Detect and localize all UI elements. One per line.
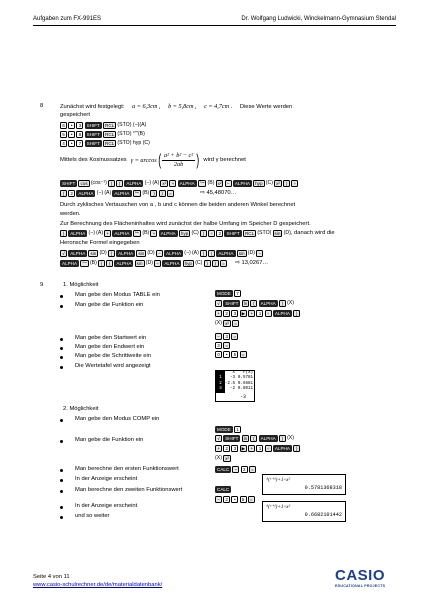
- key-4: 4: [60, 140, 67, 147]
- key-x: x²: [225, 321, 229, 326]
- keys-start: [215, 333, 238, 340]
- key-sin: sin: [138, 251, 145, 256]
- bullet: [60, 469, 63, 472]
- result-area: ⇨ 13,0267…: [235, 260, 269, 266]
- table-cell: -3: [229, 376, 235, 381]
- key-symbol: =: [220, 260, 227, 267]
- store-target: (STO) hyp (C): [117, 140, 150, 147]
- key-alpha: ALPHA: [179, 181, 195, 186]
- key-ln: ln: [243, 436, 248, 441]
- key-2: 2: [223, 496, 230, 503]
- table-cell: 0.6681: [237, 381, 253, 386]
- exercise-number-9: 9: [40, 282, 44, 288]
- key-calc: CALC: [217, 467, 230, 472]
- key-1: 1: [256, 445, 263, 452]
- keys-function2-1: [215, 435, 294, 442]
- table-current-value: -3: [240, 394, 247, 400]
- key-symbol: −: [215, 333, 222, 340]
- key-symbol: −: [215, 496, 222, 503]
- paren-open: (: [157, 151, 161, 169]
- casio-logo: [335, 566, 385, 588]
- key-label-a: (A): [191, 250, 199, 257]
- key-alpha: ALPHA: [260, 436, 276, 441]
- key-symbol: ): [159, 190, 166, 197]
- key-label-symbol: (−): [184, 250, 191, 257]
- key-ln: ln: [243, 301, 248, 306]
- key-label-c: (C): [195, 260, 203, 267]
- key-label-d: (D): [283, 230, 291, 237]
- key-5: 5: [240, 496, 247, 503]
- key-label-cos: (cos⁻¹): [90, 180, 107, 187]
- key-symbol: +: [215, 445, 222, 452]
- keys-end: [215, 342, 230, 349]
- key-7: 7: [76, 140, 83, 147]
- value-b: b = 5,8cm ,: [168, 103, 197, 110]
- key-symbol: ): [279, 435, 286, 442]
- calculator-display-2: [262, 501, 346, 522]
- key-3: 3: [231, 310, 238, 317]
- key-symbol: =: [240, 351, 247, 358]
- keystroke-row-1: [60, 180, 298, 187]
- key-symbol: =: [167, 190, 174, 197]
- key-alpha: ALPHA: [116, 261, 132, 266]
- casio-logo-subtitle: EDUCATIONAL PROJECTS: [335, 583, 386, 588]
- key-alpha: ALPHA: [70, 251, 86, 256]
- key-sin: sin: [274, 231, 281, 237]
- store-target: (STO) °'''(B): [117, 131, 145, 138]
- casio-logo-text: CASIO: [335, 567, 386, 584]
- key-rcl: RCL: [105, 132, 115, 137]
- cos-denominator: 2ab: [173, 161, 184, 169]
- key-symbol: (: [108, 250, 115, 257]
- key-1: 1: [256, 310, 263, 317]
- key-x: x²: [276, 181, 280, 186]
- key-alpha: ALPHA: [260, 301, 276, 306]
- header-right-author: Dr. Wolfgang Ludwicki, Winckelmann-Gymnasium Stendal: [241, 16, 396, 22]
- key-7: 7: [234, 290, 241, 297]
- bullet: [60, 440, 63, 443]
- display-expression: ᴬ(ˣ⁺²)+1÷x²: [266, 504, 291, 510]
- key-label-c: (C): [191, 230, 199, 237]
- key-hyp: hyp: [255, 181, 263, 186]
- key-symbol: ÷: [291, 180, 298, 187]
- key-x: x²: [225, 456, 229, 461]
- key-sin: sin: [238, 251, 245, 256]
- bullet: [60, 516, 63, 519]
- key-3: 3: [223, 333, 230, 340]
- key-symbol: =: [248, 496, 255, 503]
- key-shift: SHIFT: [225, 301, 239, 306]
- table-cell: 0.8011: [237, 387, 253, 392]
- key-symbol: •: [68, 140, 75, 147]
- keystroke-row-5: [60, 260, 227, 267]
- keys-second-value-a: [215, 486, 231, 493]
- key-mode: MODE: [217, 427, 231, 432]
- key-symbol: ): [150, 190, 157, 197]
- keystroke-row-4: [60, 250, 263, 257]
- key-shift: SHIFT: [225, 436, 239, 441]
- key-symbol: °''': [134, 231, 140, 237]
- key-alpha: ALPHA: [274, 311, 290, 316]
- exercise-number-8: 8: [40, 103, 44, 109]
- key-label-x: (X): [215, 320, 222, 327]
- key-label-b: (B): [207, 180, 215, 187]
- table-cell: -2: [229, 387, 235, 392]
- key-rcl: RCL: [105, 141, 115, 146]
- key-label-symbol: (−): [88, 230, 95, 237]
- cyclic-text-2: werden.: [60, 211, 81, 217]
- key-label-a: (A): [104, 190, 112, 197]
- key-symbol: −: [156, 250, 163, 257]
- key-alpha: ALPHA: [70, 231, 86, 237]
- key-symbol: •: [68, 131, 75, 138]
- s8-intro: [60, 103, 292, 112]
- option-1-heading: 1. Möglichkeit: [63, 282, 99, 288]
- area-text-1: Zur Berechnung des Flächeninhaltes wird zunächst der halbe Umfang im Speicher D gespeichert.: [60, 221, 311, 227]
- key-shift: SHIFT: [86, 123, 100, 128]
- keys-step: [215, 351, 247, 358]
- cos-pre: Mittels des Kosinussatzes: [60, 156, 127, 163]
- bullet: [60, 366, 63, 369]
- key-label-x: (X): [287, 300, 294, 307]
- item-display-2: In der Anzeige erscheint: [75, 503, 138, 509]
- key-label-a: (A): [96, 230, 104, 237]
- item-enter-function-2: Man gebe die Funktion ein: [75, 437, 144, 443]
- key-symbol: (: [250, 435, 257, 442]
- table-cell: 0.5781: [237, 376, 253, 381]
- table-cell: 1: [216, 376, 225, 381]
- item-comp-mode: Man gebe den Modus COMP ein: [75, 416, 160, 422]
- value-table-display: [215, 370, 255, 402]
- key-symbol: =: [231, 333, 238, 340]
- key-label-d: (D): [145, 260, 153, 267]
- key-label-d: (D): [247, 250, 255, 257]
- key-2: 2: [223, 310, 230, 317]
- key-alpha: ALPHA: [114, 191, 130, 196]
- key-symbol: (: [60, 190, 67, 197]
- key-alpha: ALPHA: [114, 231, 130, 237]
- key-alpha: ALPHA: [218, 251, 234, 256]
- key-x: x²: [217, 181, 222, 186]
- key-label-d: (D): [99, 250, 107, 257]
- key-symbol: +: [248, 445, 255, 452]
- bullet: [60, 295, 63, 298]
- key-symbol: ): [200, 250, 207, 257]
- key-symbol: °''': [134, 191, 140, 196]
- result-gamma: ⇨ 45,48070…: [200, 190, 237, 196]
- key-symbol: −: [225, 180, 232, 187]
- key-3: 3: [241, 466, 248, 473]
- key-5: 5: [231, 351, 238, 358]
- key-symbol: ): [279, 300, 286, 307]
- display-value: 0.5781368318: [304, 485, 342, 491]
- key-2: 2: [68, 190, 75, 197]
- keys-function2-2: [215, 445, 300, 452]
- item-enter-function: Man gebe die Funktion ein: [75, 302, 144, 308]
- key-hyp: hyp: [184, 261, 192, 266]
- key-label-a: (A): [152, 180, 160, 187]
- store-target: (STO) (−)(A): [117, 122, 147, 129]
- key-alpha: ALPHA: [126, 181, 142, 186]
- item-second-value: Man berechne den zweiten Funktionswert: [75, 487, 183, 493]
- key-symbol: +: [215, 310, 222, 317]
- key-0: 0: [215, 351, 222, 358]
- keys-second-value-b: [215, 496, 255, 503]
- page-number: Seite 4 von 11: [33, 574, 70, 580]
- value-a: a = 6,3cm ,: [132, 103, 161, 110]
- key-alpha: ALPHA: [274, 446, 290, 451]
- key-mode: MODE: [217, 291, 231, 296]
- bullet: [60, 338, 63, 341]
- key-alpha: ALPHA: [166, 251, 182, 256]
- cos-lhs: γ = arccos: [130, 156, 157, 164]
- key-symbol: −: [256, 250, 263, 257]
- cosine-law-line: [60, 152, 246, 169]
- key-symbol: ÷: [208, 230, 215, 237]
- item-step: Man gebe die Schrittweite ein: [75, 353, 152, 359]
- key-calc: CALC: [217, 487, 230, 492]
- key-symbol: •: [68, 122, 75, 129]
- calculator-display-1: [262, 474, 346, 495]
- key-symbol: +: [150, 230, 157, 237]
- header-divider: [33, 25, 396, 26]
- key-5: 5: [60, 131, 67, 138]
- key-symbol: ): [98, 260, 105, 267]
- key-symbol: =: [223, 342, 230, 349]
- cyclic-text-1: Durch zyklisches Vertauschen von a , b und c können die beiden anderen Winkel berechnet: [60, 202, 296, 208]
- keys-function-3: [215, 320, 239, 327]
- cos-post: wird γ berechnet: [203, 156, 246, 163]
- item-display-1: In der Anzeige erscheint: [75, 476, 138, 482]
- material-database-link[interactable]: www.casio-schulrechner.de/de/materialdatenbank/: [33, 582, 163, 588]
- key-cos: cos: [80, 181, 88, 186]
- keys-first-value: [215, 466, 256, 473]
- key-symbol: ÷: [265, 310, 272, 317]
- table-col-fx: F(X): [242, 371, 253, 375]
- key-symbol: +: [169, 180, 176, 187]
- store-row-b: [60, 131, 145, 138]
- key-shift: SHIFT: [62, 181, 76, 186]
- key-symbol: −: [154, 260, 161, 267]
- key-symbol: (: [108, 180, 115, 187]
- keys-mode-comp: [215, 426, 241, 433]
- keystroke-row-3: [60, 230, 291, 237]
- key-alpha: ALPHA: [234, 181, 250, 186]
- key-symbol: •: [231, 496, 238, 503]
- keystroke-row-2: [60, 190, 174, 197]
- key-symbol: √: [60, 250, 67, 257]
- key-6: 6: [60, 122, 67, 129]
- key-symbol: (: [106, 260, 113, 267]
- area-text-2: , danach wird die: [290, 230, 335, 236]
- key-alpha: ALPHA: [160, 231, 176, 237]
- key-label-d: (D): [147, 250, 155, 257]
- key-symbol: (: [116, 180, 123, 187]
- display-expression: ᴬ(ˣ⁺²)+1÷x²: [266, 477, 291, 483]
- key-sin: sin: [90, 251, 97, 256]
- key-rcl: RCL: [105, 123, 115, 128]
- table-row: [216, 387, 254, 392]
- key-symbol: √: [215, 435, 222, 442]
- bullet: [60, 419, 63, 422]
- key-symbol: •: [223, 351, 230, 358]
- value-c: c = 4,7cm .: [204, 103, 233, 110]
- key-3: 3: [215, 342, 222, 349]
- key-2: 2: [223, 445, 230, 452]
- key-shift: SHIFT: [86, 141, 100, 146]
- bullet: [60, 506, 63, 509]
- key-symbol: ): [293, 445, 300, 452]
- bullet: [60, 356, 63, 359]
- key-symbol: ): [283, 180, 290, 187]
- key-3: 3: [231, 445, 238, 452]
- key-3: 3: [76, 122, 83, 129]
- item-end-value: Man gebe den Endwert ein: [75, 344, 145, 350]
- key-label-sto: (STO): [257, 230, 272, 237]
- key-label-symbol: (−): [96, 190, 104, 197]
- key-label-b: (B): [89, 260, 97, 267]
- key-x: x²: [162, 181, 167, 186]
- keys-mode-table: [215, 290, 241, 297]
- cos-numerator: a² + b² − c²: [162, 152, 195, 161]
- item-first-value: Man berechne den ersten Funktionswert: [75, 466, 179, 472]
- key-symbol: +: [104, 230, 111, 237]
- area-line-2: [60, 230, 335, 238]
- key-alpha: ALPHA: [78, 191, 94, 196]
- bullet: [60, 305, 63, 308]
- key-symbol: °''': [82, 261, 87, 266]
- keys-function2-3: [215, 455, 231, 462]
- key-label-x: (X): [287, 435, 294, 442]
- key-symbol: √: [215, 300, 222, 307]
- table-cell: 2: [216, 382, 225, 387]
- key-label-b: (B): [142, 230, 150, 237]
- key-rcl: RCL: [244, 231, 255, 237]
- item-start-value: Man gebe den Startwert ein: [75, 335, 147, 341]
- key-symbol: (: [208, 250, 215, 257]
- bullet: [60, 479, 63, 482]
- key-label-x: (X): [215, 455, 222, 462]
- key-symbol: ): [200, 230, 207, 237]
- key-symbol: −: [232, 466, 239, 473]
- key-symbol: °''': [199, 181, 205, 186]
- paren-close: ): [196, 151, 200, 169]
- key-symbol: ): [204, 260, 211, 267]
- key-symbol: ▶: [241, 446, 246, 451]
- s8-intro-c: gespeichert: [60, 112, 90, 118]
- key-symbol: (: [60, 230, 67, 237]
- area-text-3: Heronsche Formel eingegeben: [60, 240, 140, 246]
- header-left-title: Aufgaben zum FX-991ES: [33, 16, 102, 22]
- item-and-so-on: und so weiter: [75, 513, 110, 519]
- key-alpha: ALPHA: [164, 261, 180, 266]
- key-shift: SHIFT: [226, 231, 240, 237]
- key-symbol: ÷: [265, 445, 272, 452]
- key-symbol: =: [232, 320, 239, 327]
- key-label-c: (C): [265, 180, 273, 187]
- item-table-shown: Die Wertetafel wird angezeigt: [75, 363, 151, 369]
- key-symbol: ▶: [241, 311, 246, 316]
- display-value: 0.6682101442: [304, 512, 342, 518]
- key-symbol: ): [212, 260, 219, 267]
- item-table-mode: Man gebe den Modus TABLE ein: [75, 292, 160, 298]
- key-symbol: +: [248, 310, 255, 317]
- option-2-heading: 2. Möglichkeit: [63, 406, 99, 412]
- table-col-x: X: [232, 371, 235, 375]
- bullet: [60, 347, 63, 350]
- keys-function-1: [215, 300, 294, 307]
- key-alpha: ALPHA: [62, 261, 78, 266]
- s8-intro-b: Diese Werte werden: [239, 104, 293, 110]
- key-8: 8: [76, 131, 83, 138]
- key-symbol: ): [293, 310, 300, 317]
- key-2: 2: [216, 230, 223, 237]
- table-cell: 3: [216, 387, 225, 392]
- key-symbol: (: [250, 300, 257, 307]
- key-symbol: =: [249, 466, 256, 473]
- key-shift: SHIFT: [86, 132, 100, 137]
- key-alpha: ALPHA: [118, 251, 134, 256]
- store-row-c: [60, 140, 150, 147]
- key-hyp: hyp: [180, 231, 189, 237]
- keys-function-2: [215, 310, 300, 317]
- store-row-a: [60, 122, 146, 129]
- key-label-b: (B): [142, 190, 150, 197]
- key-1: 1: [234, 426, 241, 433]
- cos-fraction: [162, 152, 195, 169]
- key-sin: sin: [136, 261, 143, 266]
- s8-intro-a: Zunächst wird festgelegt:: [60, 104, 125, 110]
- key-label-symbol: (−): [144, 180, 152, 187]
- bullet: [60, 490, 63, 493]
- table-cell: -2.5: [225, 381, 236, 386]
